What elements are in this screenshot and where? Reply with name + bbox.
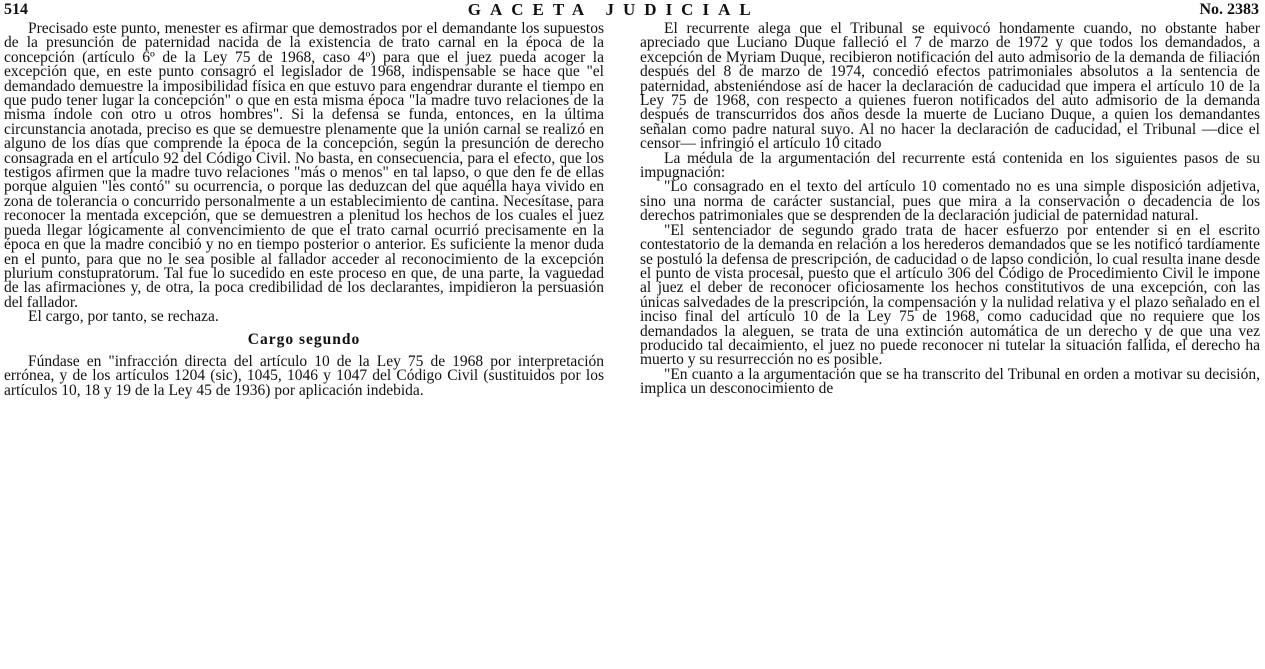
paragraph: El cargo, por tanto, se rechaza.	[28, 308, 219, 326]
paragraph: La médula de la argumentación del recurrente está contenida en los siguientes pasos de su impugnación:	[640, 149, 1260, 182]
paragraph: Precisado este punto, menester es afirmar que demostrados por el demandante los supuestos de la presunción de paternidad nacida de la existencia de trato carnal en la época de la concepción (artículo 6º de la Ley 75 de 1968, caso 4º) para que el juez pueda acoger la excepción que, en este punto consagró el legislador de 1968, indispensable se hace que "el demandado demuestre la imposibilidad física en que estuvo para engendrar durante el tiempo en que pudo tener lugar la concepción" o que en esta misma época "la madre tuvo relaciones de la misma índole con otro u otros hombres". Si la defensa se funda, entonces, en la última circunstancia anotada, preciso es que se demuestre plenamente que la unión carnal se realizó en alguno de los días que comprende la época de la concepción, según la presunción de derecho consagrada en el artículo 92 del Código Civil. No basta, en consecuencia, para el efecto, que los testigos afirmen que la madre tuvo relaciones "más o menos" en tal lapso, o que den fe de ellas porque alguien "les contó" su ocurrencia, o porque las deduzcan del que aquélla haya vivido en zona de tolerancia o concurrido personalmente a un establecimiento de cantina. Necesítase, para reconocer la mentada excepción, que se demuestren a plenitud los hechos de los cuales el juez pueda llegar lógicamente al convencimiento de que el trato carnal ocurrió precisamente en la época en que la madre concibió y no en tiempo posterior o anterior. Es suficiente la menor duda en el punto, para que no le sea posible al fallador acceder al reconocimiento de la excepción plurium constupratorum. Tal fue lo sucedido en este proceso en que, de una parte, la vaguedad de las afirmaciones y, de otra, la poca credibilidad de los declarantes, impidieron la persuasión del fallador.	[4, 22, 604, 311]
paragraph: El recurrente alega que el Tribunal se equivocó hondamente cuando, no obstante haber apreciado que Luciano Duque falleció el 7 de marzo de 1972 y que todos los demandados, a excepción de Myriam Duque, recibieron notificación del auto admisorio de la demanda de filiación después del 8 de marzo de 1974, concedió efectos patrimoniales absolutos a la sentencia de paternidad, absteniéndose así de hacer la declaración de caducidad que impera el artículo 10 de la Ley 75 de 1968, con respecto a quienes fueron notificados del auto admisorio de la demanda después de transcurridos dos años desde la muerte de Luciano Duque, a quien los demandantes señalan como padre natural suyo. Al no hacer la declaración de caducidad, el Tribunal —dice el censor— infringió el artículo 10 citado	[640, 22, 1260, 153]
page-number: 514	[4, 1, 28, 18]
page-header	[4, 0, 1259, 20]
left-column	[4, 22, 604, 669]
right-column	[640, 22, 1260, 669]
paragraph: Fúndase en "infracción directa del artículo 10 de la Ley 75 de 1968 por interpretación errónea, y de los artículos 1204 (sic), 1045, 1046 y 1047 del Código Civil (sustituidos por los artículos 10, 18 y 19 de la Ley 45 de 1936) por aplicación indebida.	[4, 352, 604, 399]
section-heading: Cargo segundo	[247, 330, 361, 348]
quoted-paragraph: "El sentenciador de segundo grado trata de hacer esfuerzo por entender si en el escrito contestatorio de la demanda en relación a los herederos demandados que se les notificó tardíamente se postuló la defensa de prescripción, de caducidad o de lapso condición, lo cual resulta inane desde el punto de vista procesal, puesto que el artículo 306 del Código de Procedimiento Civil le impone al juez el deber de reconocer oficiosamente los hechos constitutivos de una excepción, con las únicas salvedades de la prescripción, la compensación y la nulidad relativa y el plazo señalado en el inciso final del artículo 10 de la Ley 75 de 1968, como caducidad que no requiere que los demandados la aleguen, se trata de una extinción automática de un derecho y de que una vez producido tal decaimiento, el juez no puede reconocer ni tutelar la situación fallida, el derecho ha muerto y su resurrección no es posible.	[640, 221, 1260, 369]
journal-title: GACETA JUDICIAL	[467, 0, 760, 19]
quoted-paragraph: "Lo consagrado en el texto del artículo 10 comentado no es una simple disposición adjetiva, sino una norma de carácter sustancial, pues que mira a la conservación o decadencia de los derechos patrimoniales que se desprenden de la declaración judicial de paternidad natural.	[640, 178, 1260, 225]
quoted-paragraph: "En cuanto a la argumentación que se ha transcrito del Tribunal en orden a motivar su decisión, implica un desconocimiento de	[640, 365, 1260, 398]
issue-number: No. 2383	[1199, 1, 1259, 18]
